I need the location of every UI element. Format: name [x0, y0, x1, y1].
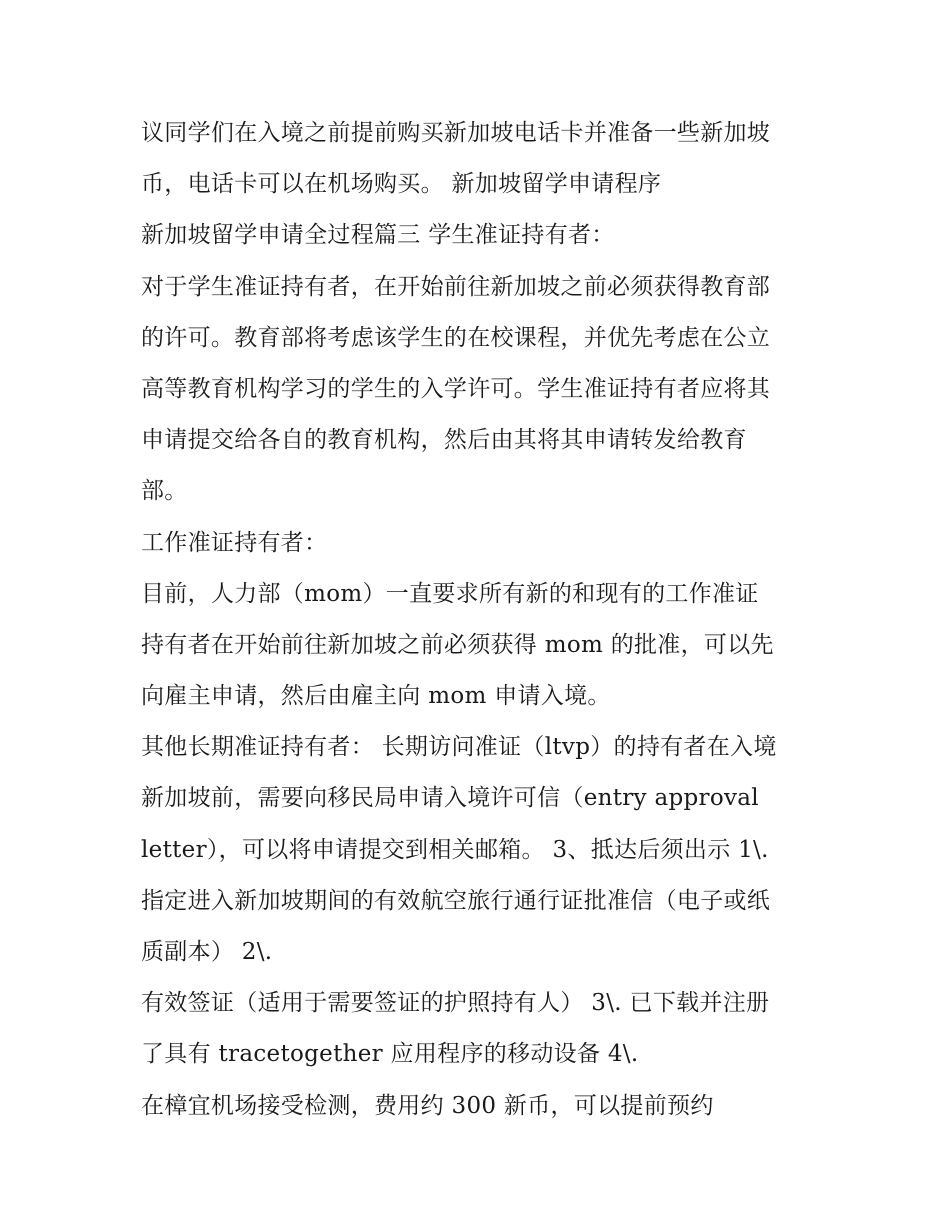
text-line: 持有者在开始前往新加坡之前必须获得 mom 的批准，可以先	[141, 631, 774, 658]
text-line: 新加坡前，需要向移民局申请入境许可信（entry approval	[141, 785, 759, 812]
text-line: 其他长期准证持有者： 长期访问准证（ltvp）的持有者在入境	[141, 734, 777, 761]
text-line: 申请提交给各自的教育机构，然后由其将其申请转发给教育	[141, 427, 747, 454]
text-line: 在樟宜机场接受检测，费用约 300 新币，可以提前预约	[141, 1092, 714, 1119]
text-line: 质副本） 2\.	[141, 939, 273, 965]
text-line: 币，电话卡可以在机场购买。 新加坡留学申请程序	[141, 171, 662, 198]
text-line: 向雇主申请，然后由雇主向 mom 申请入境。	[141, 683, 611, 710]
text-line: 高等教育机构学习的学生的入学许可。学生准证持有者应将其	[141, 375, 771, 402]
text-line: 的许可。教育部将考虑该学生的在校课程，并优先考虑在公立	[141, 324, 771, 351]
text-line: 指定进入新加坡期间的有效航空旅行通行证批准信（电子或纸	[141, 887, 771, 914]
text-line: 目前，人力部（mom）一直要求所有新的和现有的工作准证	[141, 580, 759, 607]
text-line: 对于学生准证持有者，在开始前往新加坡之前必须获得教育部	[141, 273, 771, 300]
document-body	[141, 108, 821, 1132]
text-line: 议同学们在入境之前提前购买新加坡电话卡并准备一些新加坡	[141, 120, 771, 146]
text-line: 部。	[141, 478, 188, 505]
text-line: letter），可以将申请提交到相关邮箱。 3、抵达后须出示 1\.	[141, 836, 769, 863]
text-line: 有效签证（适用于需要签证的护照持有人） 3\. 已下载并注册	[141, 990, 770, 1017]
text-line: 了具有 tracetogether 应用程序的移动设备 4\.	[141, 1041, 639, 1068]
text-line: 新加坡留学申请全过程篇三 学生准证持有者：	[141, 222, 615, 249]
text-line: 工作准证持有者：	[141, 529, 328, 556]
